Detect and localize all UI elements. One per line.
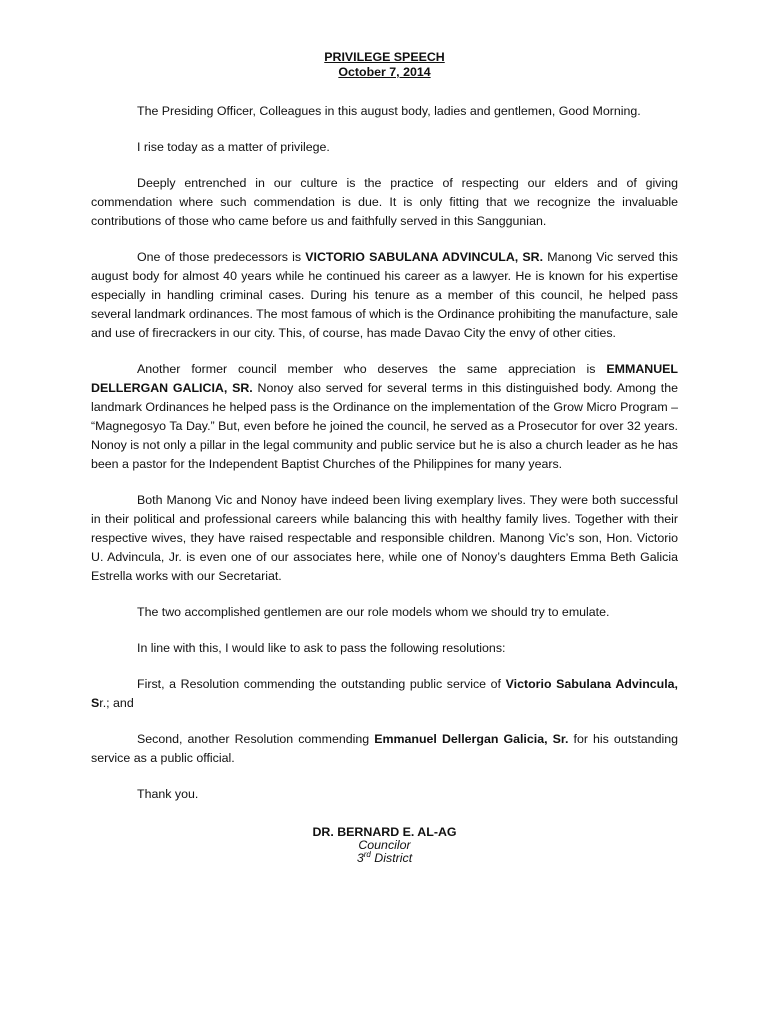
paragraph-privilege: I rise today as a matter of privilege. [137, 140, 330, 154]
signatory-name: DR. BERNARD E. AL-AG [312, 825, 457, 839]
district-word: District [370, 851, 413, 865]
paragraph-culture: Deeply entrenched in our culture is the practice of respecting our elders and of giving commendation where such commendation is due. It is only fitting that we recognize the invaluable contributions of those who came before us and faithfully served in this Sanggunian. [91, 176, 678, 228]
paragraph-greeting: The Presiding Officer, Colleagues in this august body, ladies and gentlemen, Good Morning. [137, 104, 641, 118]
signatory-title: Councilor [358, 838, 411, 852]
paragraph-text: for his outstanding service as a public official. [91, 732, 678, 765]
resolution-name-galicia: Emmanuel Dellergan Galicia, Sr. [374, 732, 569, 746]
paragraph-text: Another former council member who deserves the same appreciation is [137, 362, 607, 376]
signatory-district [91, 849, 678, 865]
paragraph-text: r.; and [99, 696, 134, 710]
paragraph-text: One of those predecessors is [137, 250, 306, 264]
document-heading [91, 50, 678, 80]
honoree-name-advincula: VICTORIO SABULANA ADVINCULA, SR. [305, 250, 544, 264]
paragraph-galicia [91, 360, 678, 474]
signature-block [91, 826, 678, 865]
document-date: October 7, 2014 [338, 65, 431, 79]
district-number: 3 [356, 851, 364, 865]
resolution-name-advincula: Victorio Sabulana Advincula, S [91, 677, 679, 710]
paragraph-text: Second, another Resolution commending [137, 732, 375, 746]
paragraph-thanks: Thank you. [137, 787, 199, 801]
paragraph-text: Nonoy also served for several terms in this distinguished body. Among the landmark Ordinances he helped pass is the Ordinance on the implementation of the Grow Micro Program – “Magnegosyo Ta Day.” But, even before he joined the council, he served as a Prosecutor for over 32 years. Nonoy is not only a pillar in the legal community and public service but he is also a church leader as he has been a pastor for the Independent Baptist Churches of the Philippines for many years. [91, 381, 679, 471]
paragraph-resolution-second [91, 730, 678, 768]
paragraph-resolution-first [91, 675, 678, 713]
paragraph-role-models: The two accomplished gentlemen are our role models whom we should try to emulate. [137, 605, 610, 619]
speech-page [91, 50, 678, 865]
honoree-name-galicia: EMMANUEL DELLERGAN GALICIA, SR. [91, 362, 678, 395]
paragraph-exemplary-lives: Both Manong Vic and Nonoy have indeed been living exemplary lives. They were both successful in their political and professional careers while balancing this with healthy family lives. Together with their respective wives, they have raised respectable and responsible children. Manong Vic’s son, Hon. Victorio U. Advincula, Jr. is even one of our associates here, while one of Nonoy’s daughters Emma Beth Galicia Estrella works with our Secretariat. [91, 493, 678, 583]
district-ordinal: rd [363, 849, 371, 859]
paragraph-resolutions-intro: In line with this, I would like to ask to pass the following resolutions: [137, 641, 506, 655]
document-title: PRIVILEGE SPEECH [324, 50, 445, 64]
paragraph-advincula [91, 248, 678, 343]
paragraph-text: Manong Vic served this august body for almost 40 years while he continued his career as a lawyer. He is known for his expertise especially in handling criminal cases. During his tenure as a member of this council, he helped pass several landmark ordinances. The most famous of which is the Ordinance prohibiting the manufacture, sale and use of firecrackers in our city. This, of course, has made Davao City the envy of other cities. [91, 250, 678, 340]
paragraph-text: First, a Resolution commending the outstanding public service of [137, 677, 506, 691]
